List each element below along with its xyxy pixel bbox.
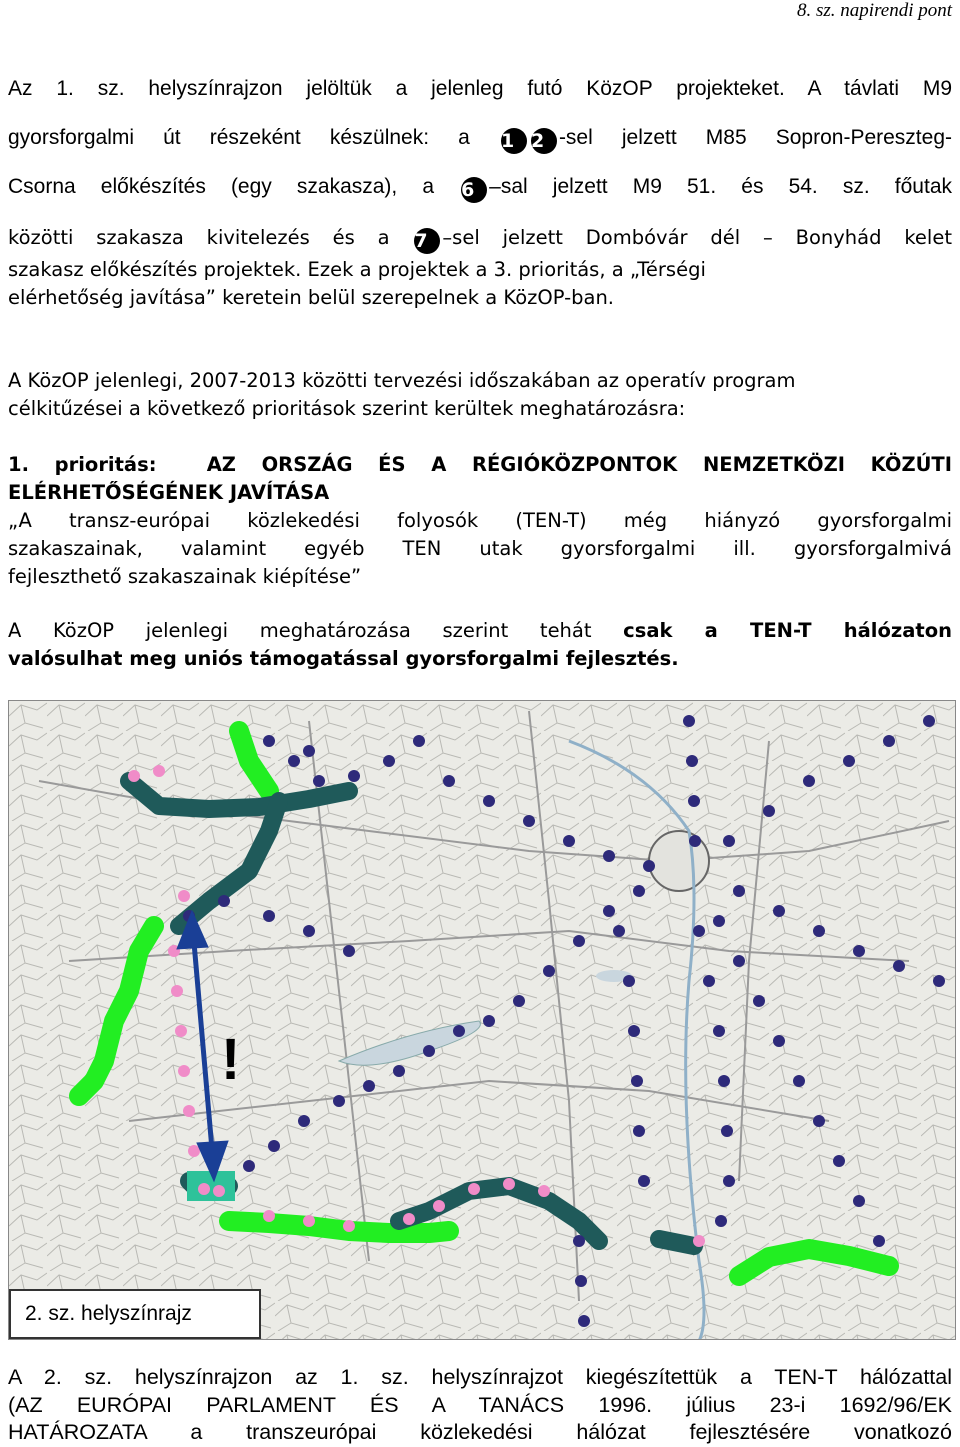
intro-line-3: Csorna előkészítés (egy szakasza), a 6 –sal jelzett M9 51. és 54. sz. főutak xyxy=(8,175,952,201)
priority-title-line-1: 1. prioritás: AZ ORSZÁG ÉS A RÉGIÓKÖZPONTOK NEMZETKÖZI KÖZÚTI xyxy=(8,453,952,476)
conclusion-line-1: A KözOP jelenlegi meghatározása szerint tehát csak a TEN-T hálózaton xyxy=(8,619,952,642)
intro-line-6: elérhetőség javítása” keretein belül szerepelnek a KözOP-ban. xyxy=(8,286,614,309)
map-caption: 2. sz. helyszínrajz xyxy=(9,1289,261,1339)
priority-quote-line-3: fejleszthető szakaszainak kiépítése” xyxy=(8,565,362,588)
site-map xyxy=(8,700,956,1340)
paragraph-intro xyxy=(8,64,952,211)
intro-line-2: gyorsforgalmi út részeként készülnek: a 1 2 -sel jelzett M85 Sopron-Pereszteg- xyxy=(8,126,952,152)
priority-quote-line-2: szakaszainak, valamint egyéb TEN utak gyorsforgalmi ill. gyorsforgalmivá xyxy=(8,537,952,560)
intro-line-5: szakasz előkészítés projektek. Ezek a projektek a 3. prioritás, a „Térségi xyxy=(8,258,706,281)
paragraph-map-note xyxy=(8,1364,952,1447)
badge-2-icon: 2 xyxy=(531,128,557,154)
intro-line-1: Az 1. sz. helyszínrajzon jelöltük a jelenleg futó KözOP projekteket. A távlati M9 xyxy=(8,77,952,100)
map-exclamation: ! xyxy=(221,1027,241,1092)
agenda-note: 8. sz. napirendi pont xyxy=(797,0,952,21)
conclusion-line-2: valósulhat meg uniós támogatással gyorsforgalmi fejlesztés. xyxy=(8,647,679,670)
map-drawing xyxy=(9,701,956,1340)
paragraph-conclusion xyxy=(8,617,952,673)
badge-1-icon: 1 xyxy=(501,128,527,154)
priorities-line-2: célkitűzései a következő prioritások szerint kerültek meghatározásra: xyxy=(8,397,686,420)
paragraph-priorities xyxy=(8,367,952,423)
map-note-line-1: A 2. sz. helyszínrajzon az 1. sz. helyszínrajzot kiegészítettük a TEN-T hálózattal xyxy=(8,1365,952,1389)
priorities-line-1: A KözOP jelenlegi, 2007-2013 közötti tervezési időszakában az operatív program xyxy=(8,369,796,392)
badge-6-icon: 6 xyxy=(461,177,487,203)
priority-quote-line-1: „A transz-európai közlekedési folyosók (TEN-T) még hiányzó gyorsforgalmi xyxy=(8,509,952,532)
paragraph-intro-end xyxy=(8,256,952,312)
priority-title-line-2: ELÉRHETŐSÉGÉNEK JAVÍTÁSA xyxy=(8,481,330,504)
map-note-line-2: (AZ EURÓPAI PARLAMENT ÉS A TANÁCS 1996. július 23-i 1692/96/EK xyxy=(8,1392,952,1417)
intro-line-4: közötti szakasza kivitelezés és a 7 –sel jelzett Dombóvár dél – Bonyhád kelet xyxy=(8,226,952,252)
map-note-line-3: HATÁROZATA a transzeurópai közlekedési hálózat fejlesztésére vonatkozó xyxy=(8,1420,952,1444)
paragraph-intro-cont xyxy=(8,224,952,254)
priority-block xyxy=(8,451,952,591)
badge-7-icon: 7 xyxy=(414,228,440,254)
